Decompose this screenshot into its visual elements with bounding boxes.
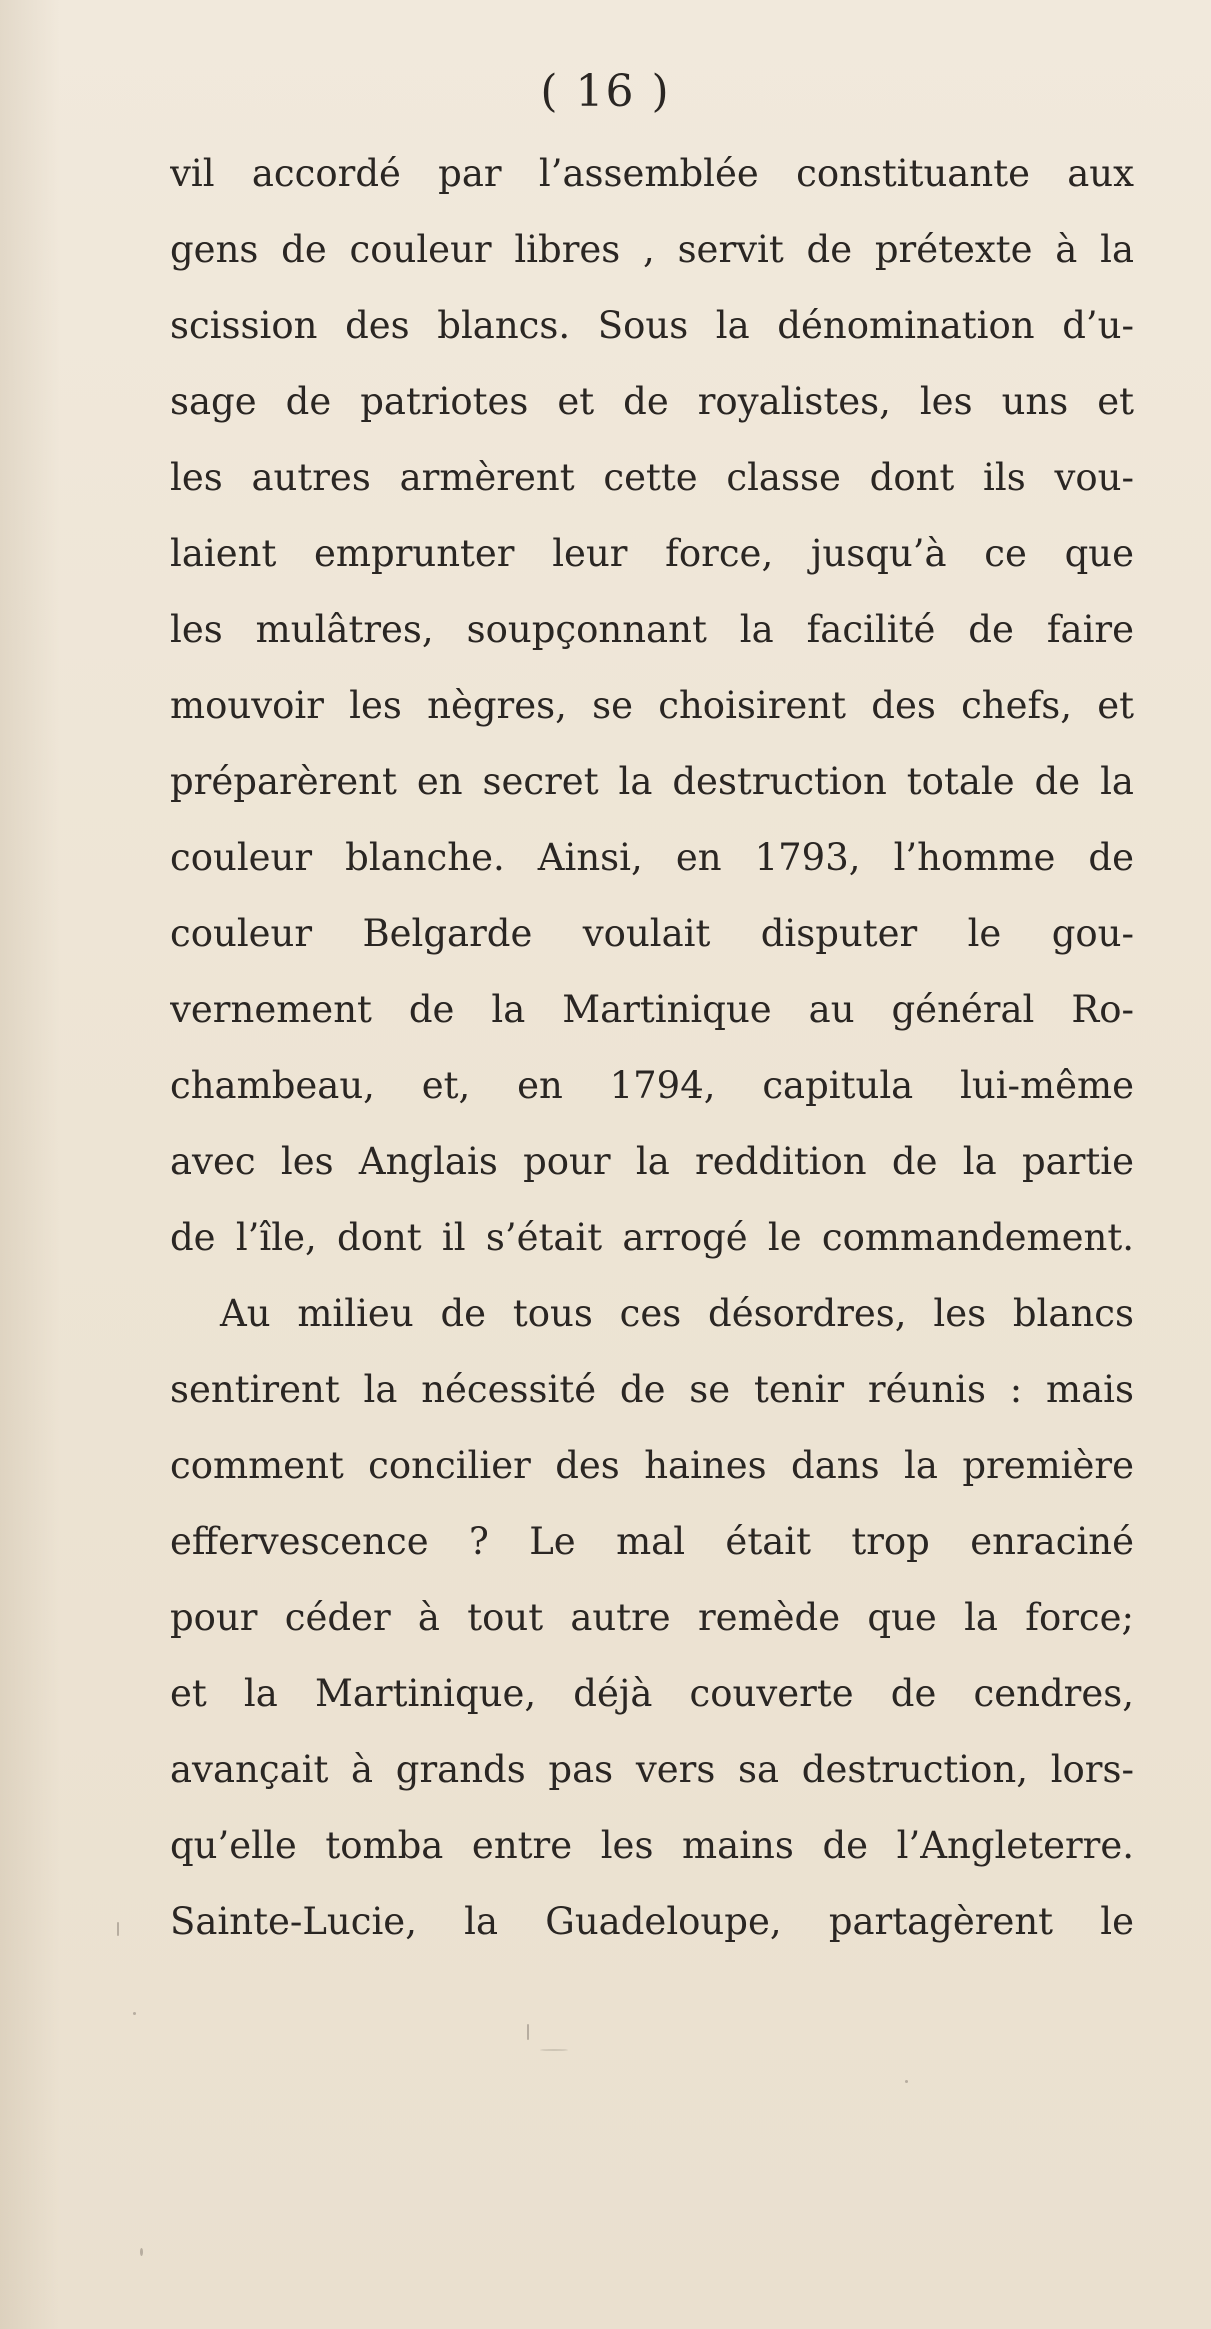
text-line: laient emprunter leur force, jusqu’à ce que bbox=[170, 532, 1134, 575]
text-line: qu’elle tomba entre les mains de l’Angleterre. bbox=[170, 1824, 1134, 1867]
text-line: couleur Belgarde voulait disputer le gou- bbox=[170, 912, 1134, 955]
text-line: avançait à grands pas vers sa destruction, lors- bbox=[170, 1748, 1134, 1791]
text-line: sage de patriotes et de royalistes, les uns et bbox=[170, 380, 1134, 423]
page-edge-shadow bbox=[0, 0, 60, 2329]
paper-speck bbox=[140, 2248, 143, 2256]
text-line: chambeau, et, en 1794, capitula lui-même bbox=[170, 1064, 1134, 1107]
paper-speck bbox=[527, 2024, 529, 2040]
body-text bbox=[170, 136, 1134, 1960]
text-line: gens de couleur libres , servit de prétexte à la bbox=[170, 228, 1134, 271]
text-line: mouvoir les nègres, se choisirent des chefs, et bbox=[170, 684, 1134, 727]
text-line: scission des blancs. Sous la dénomination d’u- bbox=[170, 304, 1134, 347]
text-line: pour céder à tout autre remède que la force; bbox=[170, 1596, 1134, 1639]
paper-speck bbox=[540, 2049, 568, 2051]
text-line: comment concilier des haines dans la première bbox=[170, 1444, 1134, 1487]
text-line: vil accordé par l’assemblée constituante aux bbox=[170, 152, 1134, 195]
text-line: et la Martinique, déjà couverte de cendres, bbox=[170, 1672, 1134, 1715]
text-line: Sainte-Lucie, la Guadeloupe, partagèrent le bbox=[170, 1900, 1134, 1943]
text-line: sentirent la nécessité de se tenir réunis : mais bbox=[170, 1368, 1134, 1411]
text-line: de l’île, dont il s’était arrogé le commandement. bbox=[170, 1216, 1134, 1259]
paper-speck bbox=[133, 2012, 136, 2015]
text-line: effervescence ? Le mal était trop enraciné bbox=[170, 1520, 1134, 1563]
page-number: ( 16 ) bbox=[540, 66, 671, 117]
text-line: les autres armèrent cette classe dont ils vou- bbox=[170, 456, 1134, 499]
text-line: couleur blanche. Ainsi, en 1793, l’homme de bbox=[170, 836, 1134, 879]
text-line: préparèrent en secret la destruction totale de la bbox=[170, 760, 1134, 803]
text-line: vernement de la Martinique au général Ro- bbox=[170, 988, 1134, 1031]
text-line: Au milieu de tous ces désordres, les blancs bbox=[220, 1292, 1134, 1335]
text-line: les mulâtres, soupçonnant la facilité de faire bbox=[170, 608, 1134, 651]
paper-speck bbox=[905, 2080, 908, 2083]
text-line: avec les Anglais pour la reddition de la partie bbox=[170, 1140, 1134, 1183]
paper-speck bbox=[117, 1922, 119, 1936]
